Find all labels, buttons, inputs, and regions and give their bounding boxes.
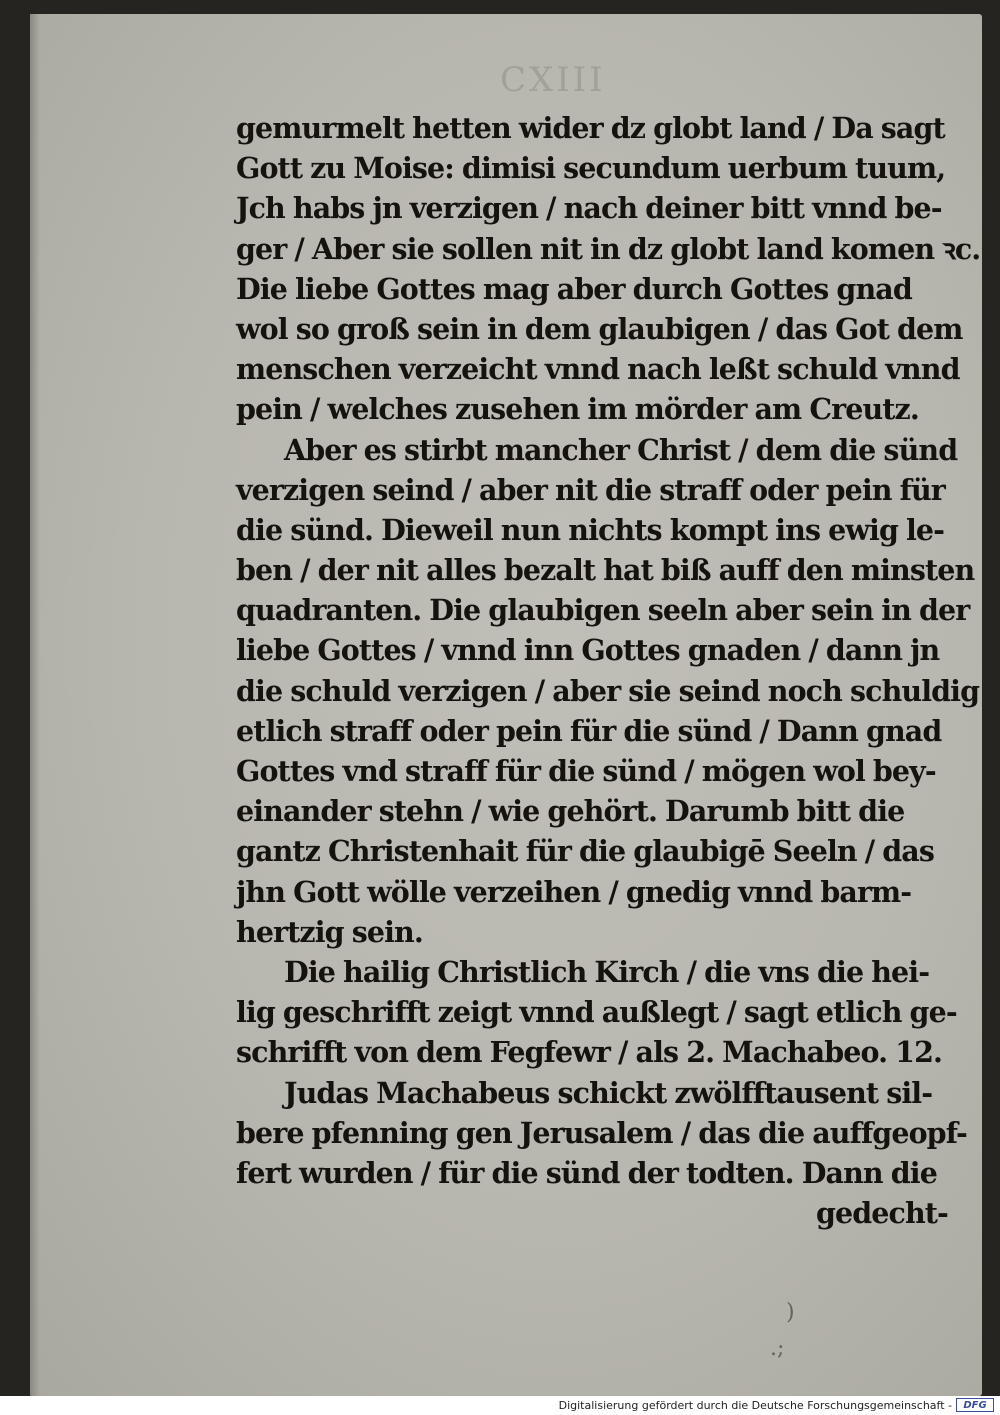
text-line: lig geschrifft zeigt vnnd außlegt / sagt etlich ge- <box>236 995 957 1030</box>
paragraph-start-line: Aber es stirbt mancher Christ / dem die sünd <box>284 432 958 467</box>
text-line: quadranten. Die glaubigen seeln aber sein in der <box>236 593 970 628</box>
text-line: gemurmelt hetten wider dz globt land / Da sagt <box>236 111 945 145</box>
text-line: schrifft von dem Fegfewr / als 2. Machabeo. 12. <box>236 1035 943 1070</box>
text-line: wol so groß sein in dem glaubigen / das Got dem <box>236 311 963 346</box>
text-line: gantz Christenhait für die glaubigē Seeln / das <box>236 834 934 869</box>
paragraph-start-line: Judas Machabeus schickt zwölfftausent sil- <box>284 1075 933 1110</box>
text-line: die schuld verzigen / aber sie seind noch schuldig <box>236 673 980 708</box>
text-line: bere pfenning gen Jerusalem / das die auffgeopf- <box>236 1115 967 1150</box>
text-line: jhn Gott wölle verzeihen / gnedig vnnd barm- <box>236 874 912 909</box>
stray-ink-mark: .; <box>770 1336 785 1361</box>
text-line: fert wurden / für die sünd der todten. Dann die <box>236 1155 937 1190</box>
text-line: einander stehn / wie gehört. Darumb bitt die <box>236 794 905 829</box>
text-line: die sünd. Dieweil nun nichts kompt ins ewig le- <box>236 512 945 547</box>
text-line: liebe Gottes / vnnd inn Gottes gnaden / dann jn <box>236 633 940 668</box>
main-text-block <box>236 108 981 1233</box>
paragraph-start-line: Die hailig Christlich Kirch / die vns die hei- <box>284 954 930 989</box>
dfg-logo-icon: DFG <box>956 1398 994 1412</box>
page-binding-shadow <box>30 14 40 1396</box>
stray-ink-mark: ) <box>786 1300 795 1325</box>
funding-credit: Digitalisierung gefördert durch die Deutsche Forschungsgemeinschaft - <box>558 1399 952 1412</box>
text-line: Jch habs jn verzigen / nach deiner bitt vnnd be- <box>236 191 942 226</box>
text-line: etlich straff oder pein für die sünd / Dann gnad <box>236 713 942 748</box>
folio-number: CXIII <box>500 60 606 100</box>
text-line: pein / welches zusehen im mörder am Creutz. <box>236 392 919 427</box>
text-line: ger / Aber sie sollen nit in dz globt land komen ꝛc. <box>236 231 981 266</box>
text-line: Gott zu Moise: dimisi secundum uerbum tuum, <box>236 151 946 186</box>
text-line: Die liebe Gottes mag aber durch Gottes gnad <box>236 271 912 306</box>
text-line: verzigen seind / aber nit die straff oder pein für <box>236 472 945 507</box>
text-line: hertzig sein. <box>236 914 423 949</box>
catchword: gedecht- <box>816 1196 948 1231</box>
text-line: Gottes vnd straff für die sünd / mögen wol bey- <box>236 754 936 788</box>
text-line: ben / der nit alles bezalt hat biß auff den minsten <box>236 553 975 588</box>
text-line: menschen verzeicht vnnd nach leßt schuld vnnd <box>236 352 960 387</box>
